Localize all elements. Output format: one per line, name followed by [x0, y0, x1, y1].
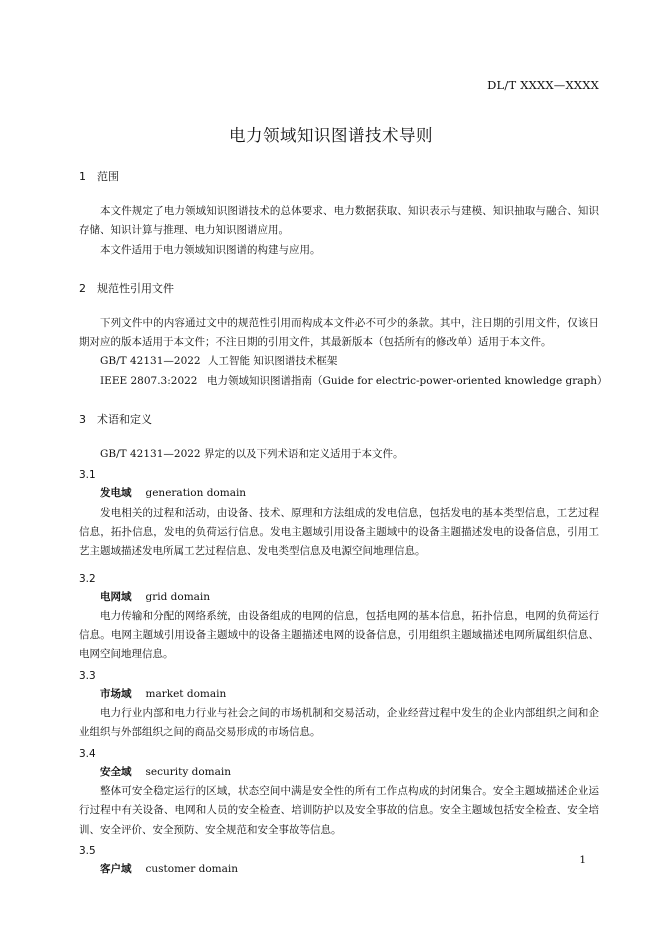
term-definition: 整体可安全稳定运行的区域，状态空间中满是安全性的所有工作点构成的封闭集合。安全主题域描述企业运行过程中有关设备、电网和人员的安全检查、培训防护以及安全事故的信息。安全主题域包括安全检查、安全培训、安全评价、安全预防、安全规范和安全事故等信息。: [79, 784, 599, 836]
term-number: 3.5: [79, 844, 96, 857]
section-title: 范围: [97, 170, 119, 183]
reference-title: 人工智能 知识图谱技术框架: [208, 355, 338, 368]
term-definition: 发电相关的过程和活动，由设备、技术、原理和方法组成的发电信息，包括发电的基本类型信息，工艺过程信息，拓扑信息，发电的负荷运行信息。发电主题域引用设备主题域中的设备主题描述发电的设备信息，引用工艺主题域描述发电所属工艺过程信息、发电类型信息及电源空间地理信息。: [79, 506, 599, 558]
term-english-name: market domain: [145, 687, 227, 700]
section-number: 2: [79, 281, 86, 295]
section-number: 3: [79, 413, 86, 427]
term-english-name: security domain: [145, 765, 231, 778]
document-code: DL/T XXXX—XXXX: [487, 78, 599, 92]
section-title: 术语和定义: [97, 413, 152, 427]
term-english-name: generation domain: [145, 487, 247, 500]
term-english-name: grid domain: [145, 590, 211, 603]
page-number: 1: [579, 854, 586, 866]
term-number: 3.3: [79, 669, 96, 682]
document-body: [79, 168, 608, 879]
section-heading-scope: [79, 168, 599, 186]
term-entry: [79, 484, 599, 503]
term-chinese-name: 市场域: [100, 687, 132, 700]
term-entry: [79, 685, 599, 704]
document-title: 电力领域知识图谱技术导则: [229, 126, 433, 145]
references-intro: 下列文件中的内容通过文中的规范性引用而构成本文件必不可少的条款。其中，注日期的引用文件，仅该日期对应的版本适用于本文件；不注日期的引用文件，其最新版本（包括所有的修改单）适用于本文件。: [79, 316, 599, 349]
section-title: 规范性引用文件: [97, 281, 174, 295]
reference-item: [79, 372, 608, 391]
reference-item: [79, 352, 599, 371]
term-number: 3.1: [79, 469, 96, 482]
term-definition: 电力传输和分配的网络系统，由设备组成的电网的信息，包括电网的基本信息，拓扑信息，电网的负荷运行信息。电网主题域引用设备主题域中的设备主题描述电网的设备信息，引用组织主题域描述电网所属组织信息、电网空间地理信息。: [79, 609, 599, 661]
terms-intro: GB/T 42131—2022 界定的以及下列术语和定义适用于本文件。: [100, 448, 404, 461]
term-chinese-name: 发电域: [100, 487, 132, 500]
term-chinese-name: 安全域: [100, 765, 132, 778]
scope-paragraph: 本文件适用于电力领域知识图谱的构建与应用。: [100, 243, 321, 256]
scope-paragraph: 本文件规定了电力领域知识图谱技术的总体要求、电力数据获取、知识表示与建模、知识抽取与融合、知识存储、知识计算与推理、电力知识图谱应用。: [79, 205, 599, 237]
term-english-name: customer domain: [145, 862, 238, 875]
section-heading-normative-references: [79, 280, 599, 298]
term-number: 3.4: [79, 747, 96, 760]
section-number: 1: [79, 170, 86, 183]
term-entry: [79, 860, 599, 879]
term-definition: 电力行业内部和电力行业与社会之间的市场机制和交易活动，企业经营过程中发生的企业内部组织之间和企业组织与外部组织之间的商品交易形成的市场信息。: [79, 707, 599, 739]
term-entry: [79, 588, 599, 607]
term-chinese-name: 电网域: [100, 590, 132, 603]
term-chinese-name: 客户域: [100, 862, 132, 875]
reference-id: IEEE 2807.3:2022: [100, 374, 198, 387]
term-number: 3.2: [79, 572, 96, 585]
reference-id: GB/T 42131—2022: [100, 355, 201, 368]
term-entry: [79, 763, 599, 782]
section-heading-terms-definitions: [79, 411, 599, 429]
reference-title: 电力领域知识图谱指南（Guide for electric-power-oriented knowledge graph）: [207, 374, 608, 387]
